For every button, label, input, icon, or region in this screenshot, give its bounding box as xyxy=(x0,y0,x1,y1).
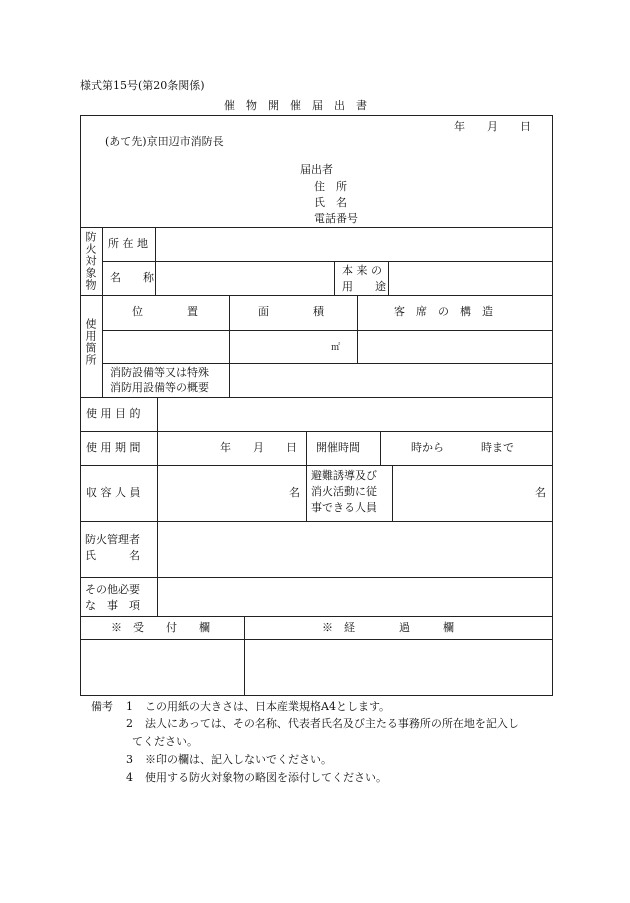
hours-from: 時から xyxy=(411,441,444,454)
form-number: 様式第15号(第20条関係) xyxy=(80,79,205,92)
facility-name-label: 名 称 xyxy=(110,271,154,284)
note-number: 1 xyxy=(126,700,133,713)
note-number: 3 xyxy=(126,753,133,766)
position-header: 位 置 xyxy=(132,305,198,318)
note-text: この用紙の大きさは、日本産業規格A4とします。 xyxy=(145,700,391,713)
manager-label-1: 防火管理者 xyxy=(85,533,140,546)
note-text: ※印の欄は、記入しないでください。 xyxy=(145,753,332,766)
note-text: 法人にあっては、その名称、代表者氏名及び主たる事務所の所在地を記入し xyxy=(145,717,519,730)
note-text: てください。 xyxy=(132,735,198,748)
area-header: 面 積 xyxy=(258,305,324,318)
purpose-label: 使 用 目 的 xyxy=(86,407,141,420)
reception-header: ※ 受 付 欄 xyxy=(111,621,210,634)
hours-until: 時まで xyxy=(481,441,514,454)
other-label-1: その他必要 xyxy=(85,583,140,596)
manager-label-2: 氏 名 xyxy=(85,549,140,562)
usage-place-group-label: 使用箇所 xyxy=(84,318,97,366)
seating-structure-header: 客 席 の 構 造 xyxy=(394,305,493,318)
evac-staff-label-1: 避難誘導及び xyxy=(311,469,377,482)
original-use-label-2: 用 途 xyxy=(342,280,386,293)
progress-header: ※ 経 過 欄 xyxy=(322,621,454,634)
address-label: 住 所 xyxy=(314,180,347,193)
applicant-label: 届出者 xyxy=(300,163,333,176)
page-title: 催 物 開 催 届 出 書 xyxy=(224,99,367,112)
note-number: 2 xyxy=(126,717,133,730)
fire-object-group-label: 防火対象物 xyxy=(84,231,97,291)
other-label-2: な 事 項 xyxy=(85,599,140,612)
name-label: 氏 名 xyxy=(314,196,347,209)
hours-label: 開催時間 xyxy=(316,441,360,454)
evac-staff-unit: 名 xyxy=(535,486,546,499)
evac-staff-label-2: 消火活動に従 xyxy=(311,485,377,498)
equipment-label-2: 消防用設備等の概要 xyxy=(110,381,209,394)
capacity-unit: 名 xyxy=(289,486,300,499)
capacity-label: 収 容 人 員 xyxy=(86,486,141,499)
note-number: 4 xyxy=(126,771,133,784)
phone-label: 電話番号 xyxy=(314,212,358,225)
note-text: 使用する防火対象物の略図を添付してください。 xyxy=(145,771,387,784)
evac-staff-label-3: 事できる人員 xyxy=(311,501,377,514)
addressee: (あて先)京田辺市消防長 xyxy=(105,135,224,148)
notes-heading: 備考 xyxy=(91,700,113,713)
submission-date: 年 月 日 xyxy=(454,120,531,133)
period-date: 年 月 日 xyxy=(220,441,297,454)
original-use-label-1: 本 来 の xyxy=(342,264,382,277)
equipment-label-1: 消防設備等又は特殊 xyxy=(110,366,209,379)
period-label: 使 用 期 間 xyxy=(86,441,141,454)
area-unit: ㎡ xyxy=(331,343,341,353)
location-label: 所 在 地 xyxy=(108,237,148,250)
